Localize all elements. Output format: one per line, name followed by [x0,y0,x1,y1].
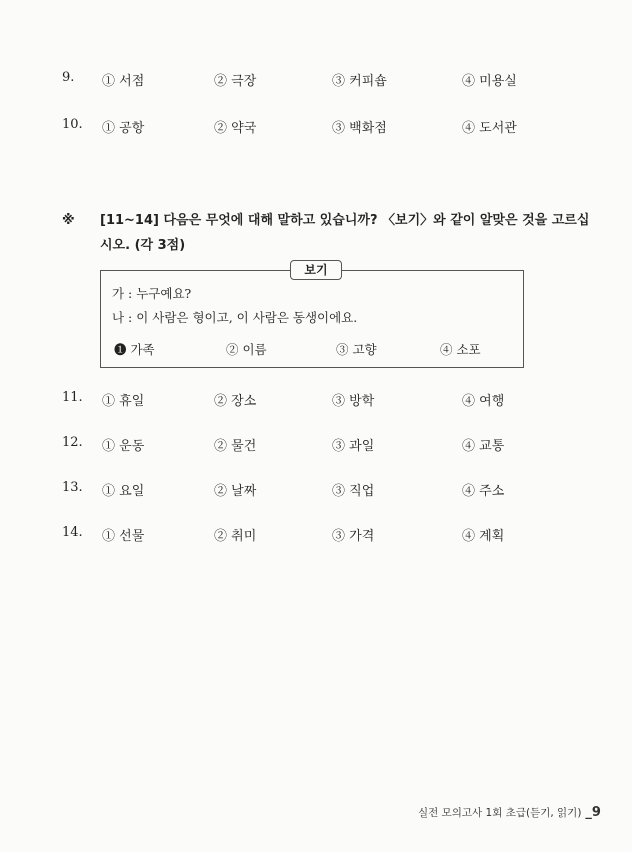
question-13 [0,480,632,504]
option-4[interactable]: ④ 미용실 [462,74,517,89]
question-number: 9. [62,70,75,85]
footer-text: 실전 모의고사 1회 초급(듣기, 읽기) [418,807,582,819]
question-number: 11. [62,390,83,405]
option-4[interactable]: ④ 계획 [462,529,505,544]
option-4[interactable]: ④ 도서관 [462,121,517,136]
question-number: 14. [62,525,83,540]
option-1[interactable]: ① 서점 [102,74,145,89]
option-3[interactable]: ③ 백화점 [332,121,387,136]
example-option-3: ③ 고향 [336,342,377,357]
option-2[interactable]: ② 극장 [214,74,257,89]
question-14 [0,525,632,549]
page-footer [418,805,601,820]
example-label: 보기 [290,260,342,280]
option-3[interactable]: ③ 커피숍 [332,74,387,89]
option-2[interactable]: ② 장소 [214,394,257,409]
example-option-2: ② 이름 [226,342,267,357]
option-4[interactable]: ④ 여행 [462,394,505,409]
option-1[interactable]: ① 운동 [102,439,145,454]
option-3[interactable]: ③ 과일 [332,439,375,454]
option-2[interactable]: ② 취미 [214,529,257,544]
question-12 [0,435,632,459]
question-number: 10. [62,117,83,132]
option-3[interactable]: ③ 직업 [332,484,375,499]
question-10 [0,117,632,141]
option-3[interactable]: ③ 방학 [332,394,375,409]
option-2[interactable]: ② 약국 [214,121,257,136]
option-4[interactable]: ④ 교통 [462,439,505,454]
option-3[interactable]: ③ 가격 [332,529,375,544]
reference-mark: ※ [62,213,75,228]
question-number: 13. [62,480,83,495]
question-11 [0,390,632,414]
option-2[interactable]: ② 물건 [214,439,257,454]
option-1[interactable]: ① 공항 [102,121,145,136]
option-2[interactable]: ② 날짜 [214,484,257,499]
question-number: 12. [62,435,83,450]
example-line-1: 가 : 누구예요? [112,286,192,301]
option-1[interactable]: ① 요일 [102,484,145,499]
option-1[interactable]: ① 선물 [102,529,145,544]
page-number: _9 [585,805,601,820]
instruction-text: [11~14] 다음은 무엇에 대해 말하고 있습니까? 〈보기〉와 같이 알맞은 것을 고르십시오. (각 3점) [100,213,590,253]
question-9 [0,70,632,94]
option-1[interactable]: ① 휴일 [102,394,145,409]
example-option-1: ❶ 가족 [114,342,155,357]
option-4[interactable]: ④ 주소 [462,484,505,499]
example-option-4: ④ 소포 [440,342,481,357]
example-line-2: 나 : 이 사람은 형이고, 이 사람은 동생이에요. [112,310,358,325]
